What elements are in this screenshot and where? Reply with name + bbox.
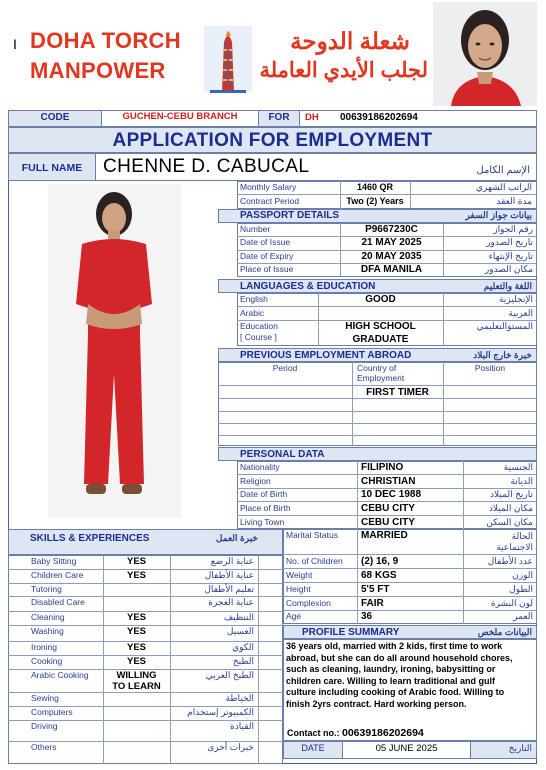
skill-arabic: الطبخ	[232, 656, 254, 666]
logo-line-2: MANPOWER	[30, 58, 166, 83]
arabic-logo-line-2: لجلب الأيدي العاملة	[259, 59, 428, 82]
english-arabic: الإنجليزية	[499, 294, 533, 304]
complexion-value: FAIR	[361, 598, 384, 609]
religion-arabic: الديانة	[510, 476, 533, 486]
contact-label: Contact no.:	[287, 728, 340, 738]
skill-arabic: تعليم الأطفال	[204, 584, 254, 594]
skill-arabic: الخياطة	[225, 693, 254, 703]
skills-title: SKILLS & EXPERIENCES	[30, 533, 150, 544]
skill-value: YES	[126, 642, 146, 653]
passport-expiry-arabic: تاريخ الإنتهاء	[488, 251, 533, 261]
code-contact-number: 00639186202694	[340, 112, 418, 123]
for-label: FOR	[268, 112, 290, 123]
passport-number-label: Number	[240, 224, 271, 234]
contract-label: Contract Period	[240, 196, 300, 206]
skill-label: Ironing	[31, 642, 57, 652]
nationality-label: Nationality	[240, 462, 280, 472]
contract-value: Two (2) Years	[346, 196, 404, 206]
height-label: Height	[286, 584, 311, 594]
prev-employment-title: PREVIOUS EMPLOYMENT ABROAD	[240, 350, 412, 361]
profile-title: PROFILE SUMMARY	[302, 627, 400, 638]
skill-arabic: التنظيف	[223, 612, 254, 622]
passport-number-value: P9667230C	[365, 224, 418, 235]
skill-arabic: الكمبيوتر إستخدام	[187, 707, 254, 717]
skill-arabic: عناية الرضع	[210, 556, 254, 566]
living-town-label: Living Town	[240, 517, 285, 527]
age-value: 36	[361, 611, 373, 622]
pob-value: CEBU CITY	[361, 503, 415, 514]
full-name-arabic: الإسم الكامل	[476, 165, 530, 176]
skill-value: YES	[126, 570, 146, 581]
contact-value: 00639186202694	[342, 727, 424, 739]
religion-value: CHRISTIAN	[361, 476, 416, 487]
religion-label: Religion	[240, 476, 271, 486]
children-label: No. of Children	[286, 556, 343, 566]
age-label: Age	[286, 611, 302, 621]
skill-arabic: الكوي	[232, 642, 254, 652]
skill-label: Cleaning	[31, 612, 65, 622]
skill-label: Disabled Care	[31, 597, 85, 607]
passport-issue-label: Date of Issue	[240, 237, 291, 247]
pob-arabic: مكان الميلاد	[488, 503, 533, 513]
for-value: DH	[305, 112, 319, 123]
height-arabic: الطول	[509, 584, 533, 594]
children-arabic: عدد الأطفال	[487, 556, 533, 566]
pob-label: Place of Birth	[240, 503, 291, 513]
personal-title: PERSONAL DATA	[240, 449, 325, 460]
full-name-value: CHENNE D. CABUCAL	[103, 156, 310, 177]
salary-arabic: الراتب الشهري	[476, 182, 532, 192]
living-town-value: CEBU CITY	[361, 517, 415, 528]
complexion-label: Complexion	[286, 598, 331, 608]
profile-text: 36 years old, married with 2 kids, first time to work abroad, but she can do all around household chores, such as cleaning, laundry, ironing, babysitting or children care. Willing to learn traditional and gulf culture including cooking of Arabic food. Willing to finish 2yrs contract. Hard working person.	[286, 641, 513, 709]
complexion-arabic: لون البشرة	[490, 598, 533, 608]
arabic-lang-label: Arabic	[240, 308, 265, 318]
arabic-lang-arabic: العربية	[508, 308, 533, 318]
skill-label: Driving	[31, 721, 58, 731]
nationality-arabic: الجنسية	[503, 462, 533, 472]
living-town-arabic: مكان السكن	[486, 517, 533, 527]
passport-arabic: بيانات جواز السفر	[465, 210, 532, 220]
prev-employment-arabic: خبرة خارج البلاد	[473, 350, 532, 360]
full-name-label: FULL NAME	[21, 162, 83, 174]
skill-value: YES	[126, 626, 146, 637]
arabic-logo-line-1: شعلة الدوحة	[290, 28, 410, 54]
skill-arabic: عناية الأطفال	[204, 570, 254, 580]
children-value: (2) 16, 9	[361, 556, 399, 567]
skill-arabic: الغسيل	[226, 626, 254, 636]
contract-arabic: مدة العقد	[496, 196, 532, 206]
full-body-photo	[48, 184, 181, 518]
education-label-2: [ Course ]	[240, 332, 277, 342]
skill-value-line-2: TO LEARN	[112, 681, 161, 692]
profile-arabic: البيانات ملخص	[477, 627, 532, 637]
prev-col-country-1: Country of	[357, 363, 397, 373]
passport-number-arabic: رقم الجواز	[493, 224, 533, 234]
prev-col-position: Position	[474, 363, 506, 373]
code-label: CODE	[40, 112, 70, 123]
salary-value: 1460 QR	[356, 182, 394, 192]
passport-place-label: Place of Issue	[240, 264, 294, 274]
weight-value: 68 KGS	[361, 570, 397, 581]
marital-value: MARRIED	[361, 530, 408, 541]
date-label: DATE	[301, 743, 325, 753]
skill-value: YES	[126, 556, 146, 567]
header-marker: I	[13, 36, 17, 52]
skill-label: Computers	[31, 707, 73, 717]
weight-arabic: الوزن	[512, 570, 533, 580]
passport-place-arabic: مكان الصدور	[484, 264, 533, 274]
prev-col-period: Period	[272, 363, 298, 373]
english-value: GOOD	[365, 294, 396, 305]
weight-label: Weight	[286, 570, 313, 580]
logo-line-1: DOHA TORCH	[30, 28, 181, 53]
education-value-2: GRADUATE	[352, 334, 409, 345]
skill-arabic: الطبخ العربي	[205, 670, 254, 680]
skills-arabic: خبرة العمل	[215, 533, 258, 543]
dob-arabic: تاريخ الميلاد	[490, 489, 533, 499]
marital-arabic-1: الحالة	[511, 531, 533, 541]
skill-label: Tutoring	[31, 584, 62, 594]
passport-issue-arabic: تاريخ الصدور	[486, 237, 533, 247]
skill-arabic: خبرات أخرى	[207, 742, 254, 752]
height-value: 5'5 FT	[361, 584, 390, 595]
skill-label: Others	[31, 742, 57, 752]
skill-label: Washing	[31, 626, 64, 636]
passport-issue-value: 21 MAY 2025	[361, 237, 422, 248]
nationality-value: FILIPINO	[361, 462, 404, 473]
passport-place-value: DFA MANILA	[360, 264, 423, 275]
dob-label: Date of Birth	[240, 489, 288, 499]
form-title: APPLICATION FOR EMPLOYMENT	[112, 130, 433, 151]
prev-first-row-value: FIRST TIMER	[366, 387, 429, 398]
skill-arabic: عناية العجزة	[208, 597, 254, 607]
skill-value: YES	[126, 612, 146, 623]
skill-label: Cooking	[31, 656, 63, 666]
prev-col-country-2: Employment	[357, 373, 405, 383]
torch-tower-logo	[202, 20, 254, 96]
education-value-1: HIGH SCHOOL	[345, 321, 416, 332]
dob-value: 10 DEC 1988	[361, 489, 422, 500]
date-value: 05 JUNE 2025	[375, 743, 438, 754]
headshot-photo	[433, 2, 537, 106]
english-label: English	[240, 294, 268, 304]
education-arabic: المستوالتعليمي	[476, 321, 533, 331]
skill-label: Sewing	[31, 693, 59, 703]
skill-label: Baby Sitting	[31, 556, 77, 566]
skill-label: Arabic Cooking	[31, 670, 89, 680]
marital-label: Marital Status	[286, 530, 338, 540]
skill-arabic: القيادة	[230, 721, 254, 731]
date-arabic: التاريخ	[508, 743, 532, 753]
skill-label: Children Care	[31, 570, 84, 580]
branch-name: GUCHEN-CEBU BRANCH	[122, 111, 238, 122]
age-arabic: العمر	[513, 611, 533, 621]
passport-title: PASSPORT DETAILS	[240, 210, 340, 221]
education-label-1: Education	[240, 321, 278, 331]
skill-value: YES	[126, 656, 146, 667]
passport-expiry-label: Date of Expiry	[240, 251, 294, 261]
marital-arabic-2: الاجتماعية	[496, 542, 533, 552]
passport-expiry-value: 20 MAY 2035	[361, 251, 422, 262]
languages-title: LANGUAGES & EDUCATION	[240, 281, 376, 292]
languages-arabic: اللغة والتعليم	[483, 281, 532, 291]
salary-label: Monthly Salary	[240, 182, 297, 192]
skill-value: WILLING	[116, 670, 157, 681]
